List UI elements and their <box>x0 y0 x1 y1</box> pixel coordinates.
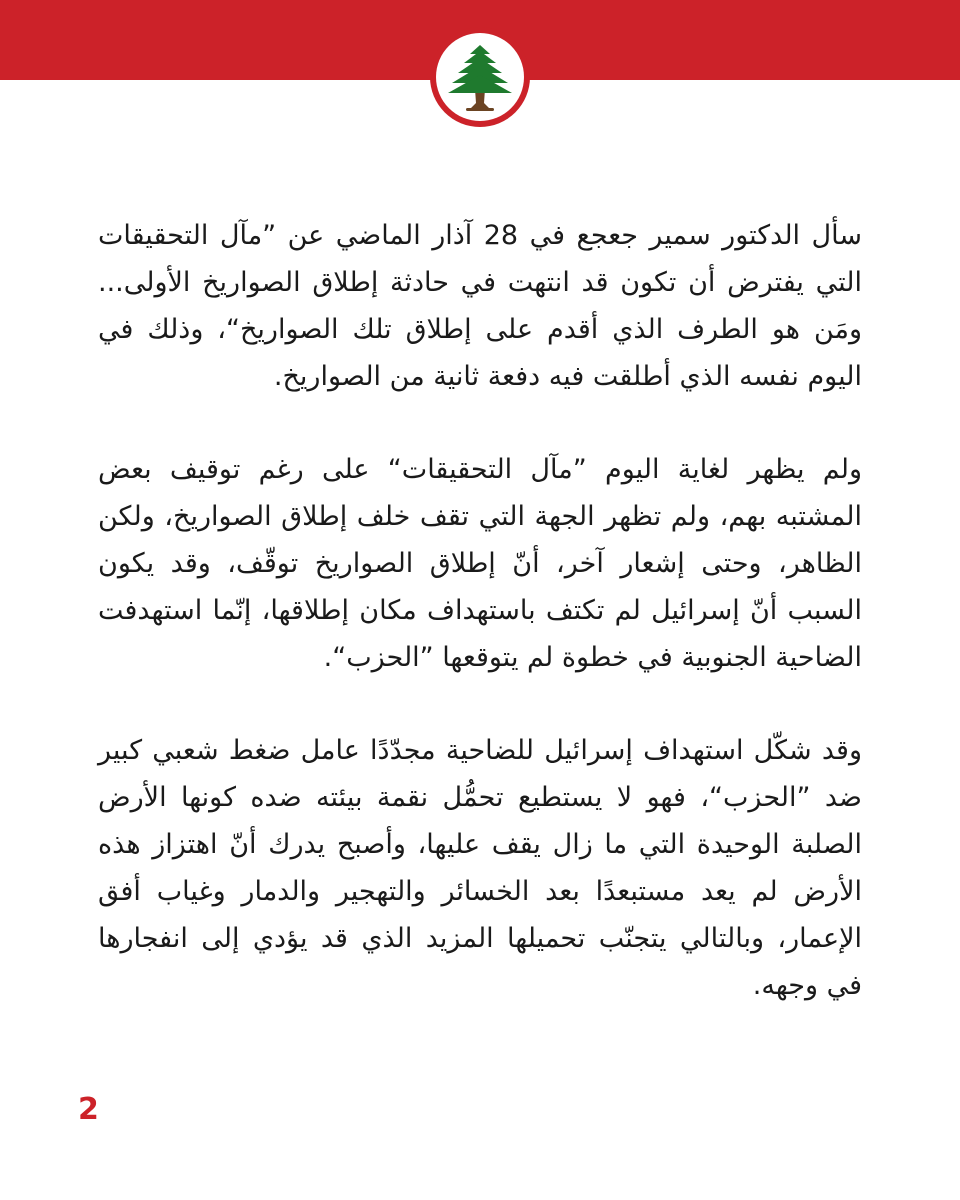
paragraph-1: سأل الدكتور سمير جعجع في 28 آذار الماضي عن ”مآل التحقيقات التي يفترض أن تكون قد انتهت في حادثة إطلاق الصواريخ الأولى... ومَن هو الطرف الذي أقدم على إطلاق تلك الصواريخ“، وذلك في اليوم نفسه الذي أطلقت فيه دفعة ثانية من الصواريخ. <box>98 220 862 392</box>
page-number: 2 <box>78 1092 99 1127</box>
cedar-ground <box>466 108 494 111</box>
article-body <box>98 212 862 1055</box>
cedar-tree-icon <box>428 25 532 129</box>
paragraph-3: وقد شكّل استهداف إسرائيل للضاحية مجدّدًا عامل ضغط شعبي كبير ضد ”الحزب“، فهو لا يستطيع تحمُّل نقمة بيئته ضده كونها الأرض الصلبة الوحيدة التي ما زال يقف عليها، وأصبح يدرك أنّ اهتزاز هذه الأرض لم يعد مستبعدًا بعد الخسائر والتهجير والدمار وغياب أفق الإعمار، وبالتالي يتجنّب تحميلها المزيد الذي قد يؤدي إلى انفجارها في وجهه. <box>98 735 862 1001</box>
paragraph-2: ولم يظهر لغاية اليوم ”مآل التحقيقات“ على رغم توقيف بعض المشتبه بهم، ولم تظهر الجهة التي تقف خلف إطلاق الصواريخ، ولكن الظاهر، وحتى إشعار آخر، أنّ إطلاق الصواريخ توقّف، وقد يكون السبب أنّ إسرائيل لم تكتف باستهداف مكان إطلاقها، إنّما استهدفت الضاحية الجنوبية في خطوة لم يتوقعها ”الحزب“. <box>98 454 862 673</box>
